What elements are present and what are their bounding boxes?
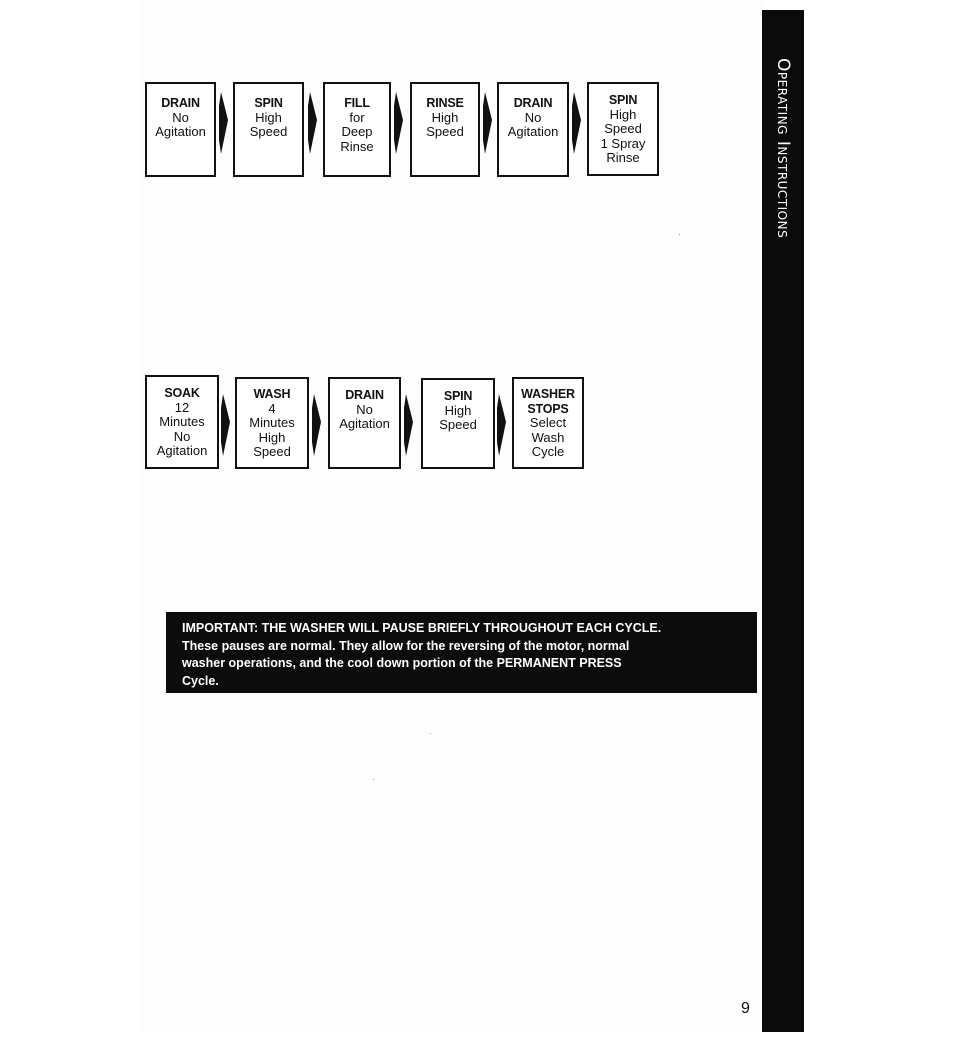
step-line: 1 Spray bbox=[600, 135, 646, 151]
section-tab-label: Operating Instructions bbox=[773, 58, 793, 239]
step-line: Minutes bbox=[249, 415, 295, 430]
notice-line: These pauses are normal. They allow for the reversing of the motor, normal bbox=[182, 638, 630, 653]
step-line: High bbox=[258, 429, 286, 445]
sequence-two-step-1 bbox=[145, 375, 219, 469]
step-line: High bbox=[444, 402, 472, 418]
arrow-right-icon bbox=[404, 394, 413, 456]
step-heading: FILL bbox=[344, 96, 370, 110]
step-line: for bbox=[349, 109, 365, 125]
sequence-one-step-1 bbox=[145, 82, 216, 177]
step-line: Speed bbox=[253, 444, 291, 459]
sequence-one-step-4 bbox=[410, 82, 480, 177]
sequence-two-step-4 bbox=[421, 378, 495, 469]
step-line: Agitation bbox=[155, 124, 206, 139]
step-line: Rinse bbox=[606, 150, 640, 165]
scan-speck bbox=[679, 234, 680, 235]
scan-speck bbox=[430, 733, 431, 734]
step-heading: STOPS bbox=[527, 401, 569, 416]
step-line: Deep bbox=[341, 124, 373, 139]
step-line: Speed bbox=[249, 124, 288, 139]
sequence-one-step-2 bbox=[233, 82, 304, 177]
notice-line: Cycle. bbox=[182, 673, 219, 688]
step-line: No bbox=[524, 109, 542, 125]
step-line: Speed bbox=[604, 121, 642, 136]
step-line: Select bbox=[529, 415, 567, 430]
step-line: Rinse bbox=[340, 138, 374, 154]
step-line: Agitation bbox=[339, 416, 390, 431]
sequence-one-step-6 bbox=[587, 82, 659, 176]
step-line: Cycle bbox=[531, 444, 565, 459]
step-line: High bbox=[255, 109, 282, 125]
step-line: Agitation bbox=[507, 124, 559, 139]
step-line: High bbox=[609, 106, 637, 122]
step-heading: DRAIN bbox=[513, 96, 553, 110]
sequence-two-step-3 bbox=[328, 377, 401, 469]
arrow-right-icon bbox=[497, 394, 506, 456]
step-line: 4 bbox=[268, 400, 276, 416]
step-line: Minutes bbox=[159, 414, 205, 429]
step-line: No bbox=[356, 401, 373, 417]
step-line: Speed bbox=[426, 124, 464, 139]
arrow-right-icon bbox=[483, 92, 492, 154]
step-heading: SPIN bbox=[443, 389, 473, 403]
step-line: 12 bbox=[174, 399, 190, 415]
step-heading: RINSE bbox=[426, 96, 464, 110]
step-line: Wash bbox=[531, 429, 565, 445]
page-number: 9 bbox=[741, 1000, 750, 1017]
step-line: Agitation bbox=[156, 443, 208, 458]
step-line: No bbox=[173, 428, 191, 444]
step-line: Speed bbox=[439, 417, 477, 432]
arrow-right-icon bbox=[308, 92, 317, 154]
sequence-two-step-5 bbox=[512, 377, 584, 469]
sequence-one-step-3 bbox=[323, 82, 391, 177]
sequence-one-step-5 bbox=[497, 82, 569, 177]
step-heading: SOAK bbox=[164, 386, 200, 400]
step-heading: DRAIN bbox=[161, 96, 200, 110]
step-heading: WASHER bbox=[521, 387, 575, 401]
arrow-right-icon bbox=[312, 394, 321, 456]
section-side-tab bbox=[762, 10, 804, 1032]
sequence-two-step-2 bbox=[235, 377, 309, 469]
step-heading: SPIN bbox=[608, 93, 638, 107]
notice-line: washer operations, and the cool down portion of the PERMANENT PRESS bbox=[182, 656, 622, 670]
scan-speck bbox=[373, 779, 374, 780]
arrow-right-icon bbox=[394, 92, 403, 154]
arrow-right-icon bbox=[572, 92, 581, 154]
step-heading: WASH bbox=[253, 387, 291, 401]
notice-line: IMPORTANT: THE WASHER WILL PAUSE BRIEFLY THROUGHOUT EACH CYCLE. bbox=[182, 621, 662, 635]
step-heading: SPIN bbox=[254, 96, 283, 110]
arrow-right-icon bbox=[219, 92, 228, 154]
step-line: High bbox=[431, 109, 459, 125]
important-notice bbox=[166, 612, 757, 693]
step-line: No bbox=[172, 109, 189, 125]
step-heading: DRAIN bbox=[345, 388, 384, 402]
arrow-right-icon bbox=[221, 394, 230, 456]
